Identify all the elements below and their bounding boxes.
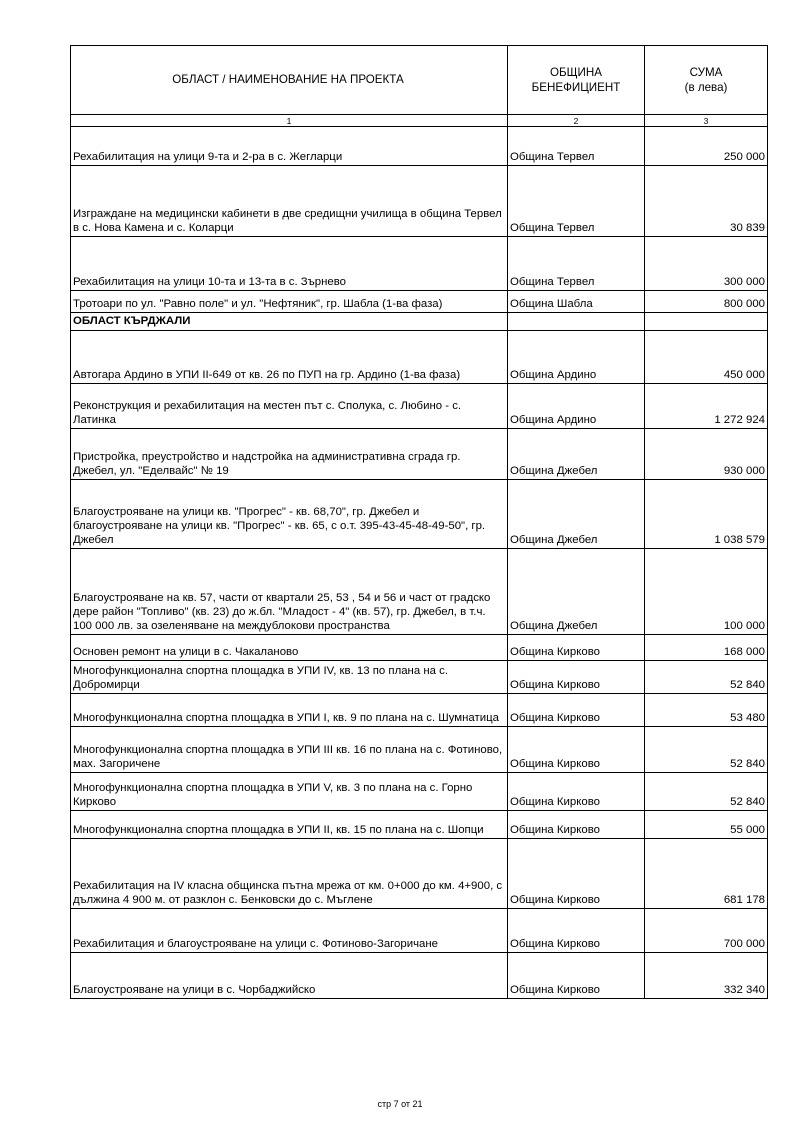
beneficiary-municipality: Община Ардино	[508, 331, 645, 384]
table-header-row	[71, 46, 768, 115]
empty-cell	[508, 313, 645, 331]
project-name: Рехабилитация и благоустрояване на улици с. Фотиново-Загоричане	[71, 909, 508, 953]
amount-leva: 300 000	[645, 237, 768, 291]
project-name: Рехабилитация на улици 10-та и 13-та в с. Зърнево	[71, 237, 508, 291]
beneficiary-municipality: Община Кирково	[508, 811, 645, 839]
beneficiary-municipality: Община Ардино	[508, 384, 645, 429]
project-name: Реконструкция и рехабилитация на местен път с. Сполука, с. Любино - с. Латинка	[71, 384, 508, 429]
amount-leva: 1 272 924	[645, 384, 768, 429]
beneficiary-municipality: Община Тервел	[508, 237, 645, 291]
amount-leva: 1 038 579	[645, 480, 768, 549]
project-name: Пристройка, преустройство и надстройка на административна сграда гр. Джебел, ул. "Еделвайс" № 19	[71, 429, 508, 480]
header-project-name: ОБЛАСТ / НАИМЕНОВАНИЕ НА ПРОЕКТА	[71, 46, 508, 115]
amount-leva: 700 000	[645, 909, 768, 953]
amount-leva: 332 340	[645, 953, 768, 999]
beneficiary-municipality: Община Джебел	[508, 429, 645, 480]
amount-leva: 930 000	[645, 429, 768, 480]
amount-leva: 681 178	[645, 839, 768, 909]
project-row	[71, 166, 768, 237]
beneficiary-municipality: Община Кирково	[508, 661, 645, 694]
project-name: Рехабилитация на IV класна общинска пътна мрежа от км. 0+000 до км. 4+900, с дължина 4 900 м. от разклон с. Бенковски до с. Мъглене	[71, 839, 508, 909]
project-row	[71, 635, 768, 661]
project-name: Благоустрояване на кв. 57, части от квартали 25, 53 , 54 и 56 и част от градско дере район "Топливо" (кв. 23) до ж.бл. "Младост - 4" (кв. 57), гр. Джебел, в т.ч. 100 000 лв. за озеленяване на междублокови пространства	[71, 549, 508, 635]
project-row	[71, 291, 768, 313]
amount-leva: 250 000	[645, 127, 768, 166]
header-amount-line1: СУМА	[689, 65, 723, 79]
beneficiary-municipality: Община Кирково	[508, 909, 645, 953]
budget-table-sheet	[70, 45, 767, 999]
project-row	[71, 773, 768, 811]
amount-leva: 52 840	[645, 773, 768, 811]
project-row	[71, 237, 768, 291]
projects-table	[70, 45, 768, 999]
amount-leva: 30 839	[645, 166, 768, 237]
project-row	[71, 384, 768, 429]
page-number: стр 7 от 21	[377, 1099, 423, 1109]
project-row	[71, 480, 768, 549]
project-row	[71, 811, 768, 839]
project-row	[71, 909, 768, 953]
beneficiary-municipality: Община Кирково	[508, 839, 645, 909]
amount-leva: 800 000	[645, 291, 768, 313]
project-row	[71, 331, 768, 384]
project-name: Многофункционална спортна площадка в УПИ III кв. 16 по плана на с. Фотиново, мах. Загоричене	[71, 727, 508, 773]
project-name: Многофункционална спортна площадка в УПИ IV, кв. 13 по плана на с. Добромирци	[71, 661, 508, 694]
column-index-3: 3	[645, 115, 768, 127]
amount-leva: 100 000	[645, 549, 768, 635]
empty-cell	[645, 313, 768, 331]
beneficiary-municipality: Община Тервел	[508, 127, 645, 166]
beneficiary-municipality: Община Кирково	[508, 635, 645, 661]
beneficiary-municipality: Община Шабла	[508, 291, 645, 313]
amount-leva: 52 840	[645, 661, 768, 694]
header-municipality-line1: ОБЩИНА	[550, 65, 602, 79]
project-name: Рехабилитация на улици 9-та и 2-ра в с. Жегларци	[71, 127, 508, 166]
project-name: Автогара Ардино в УПИ II-649 от кв. 26 по ПУП на гр. Ардино (1-ва фаза)	[71, 331, 508, 384]
project-name: Многофункционална спортна площадка в УПИ II, кв. 15 по плана на с. Шопци	[71, 811, 508, 839]
beneficiary-municipality: Община Кирково	[508, 727, 645, 773]
project-row	[71, 429, 768, 480]
project-name: Благоустрояване на улици в с. Чорбаджийско	[71, 953, 508, 999]
amount-leva: 168 000	[645, 635, 768, 661]
region-title: ОБЛАСТ КЪРДЖАЛИ	[71, 313, 508, 331]
project-row	[71, 549, 768, 635]
project-row	[71, 694, 768, 727]
beneficiary-municipality: Община Джебел	[508, 549, 645, 635]
header-amount-line2: (в лева)	[684, 80, 728, 94]
amount-leva: 53 480	[645, 694, 768, 727]
project-name: Изграждане на медицински кабинети в две средищни училища в община Тервел в с. Нова Камена и с. Коларци	[71, 166, 508, 237]
project-row	[71, 127, 768, 166]
project-name: Благоустрояване на улици кв. "Прогрес" - кв. 68,70", гр. Джебел и благоустрояване на улици кв. "Прогрес" - кв. 65, с о.т. 395-43-45-48-49-50", гр. Джебел	[71, 480, 508, 549]
project-row	[71, 727, 768, 773]
beneficiary-municipality: Община Кирково	[508, 953, 645, 999]
region-row	[71, 313, 768, 331]
beneficiary-municipality: Община Тервел	[508, 166, 645, 237]
beneficiary-municipality: Община Кирково	[508, 694, 645, 727]
amount-leva: 450 000	[645, 331, 768, 384]
column-index-row	[71, 115, 768, 127]
column-index-1: 1	[71, 115, 508, 127]
project-name: Тротоари по ул. "Равно поле" и ул. "Нефтяник", гр. Шабла (1-ва фаза)	[71, 291, 508, 313]
amount-leva: 55 000	[645, 811, 768, 839]
header-municipality-line2: БЕНЕФИЦИЕНТ	[531, 80, 621, 94]
beneficiary-municipality: Община Джебел	[508, 480, 645, 549]
project-row	[71, 839, 768, 909]
project-name: Основен ремонт на улици в с. Чакаланово	[71, 635, 508, 661]
header-amount	[645, 46, 768, 115]
project-name: Многофункционална спортна площадка в УПИ I, кв. 9 по плана на с. Шумнатица	[71, 694, 508, 727]
header-municipality	[508, 46, 645, 115]
amount-leva: 52 840	[645, 727, 768, 773]
project-row	[71, 661, 768, 694]
project-row	[71, 953, 768, 999]
project-name: Многофункционална спортна площадка в УПИ V, кв. 3 по плана на с. Горно Кирково	[71, 773, 508, 811]
column-index-2: 2	[508, 115, 645, 127]
beneficiary-municipality: Община Кирково	[508, 773, 645, 811]
